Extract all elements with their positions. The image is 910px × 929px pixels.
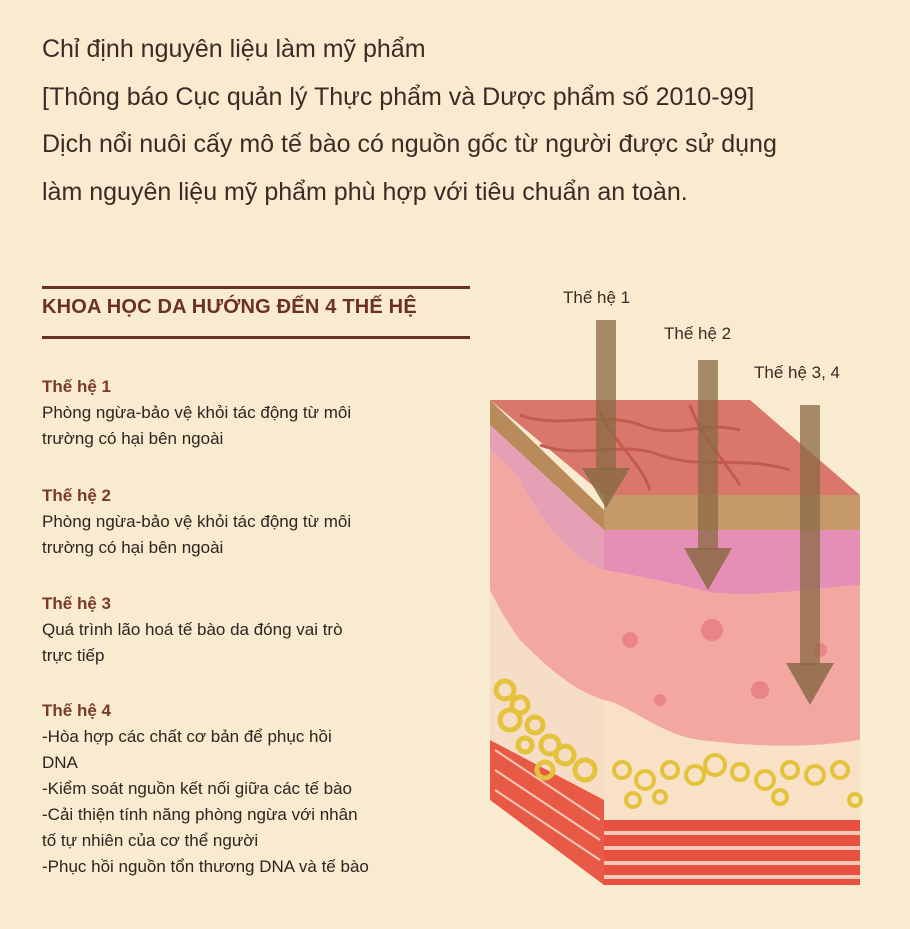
generation-title: Thế hệ 1 <box>42 377 111 396</box>
generation-line: trường có hại bên ngoài <box>42 429 224 448</box>
intro-line: [Thông báo Cục quản lý Thực phẩm và Dược phẩm số 2010-99] <box>42 82 755 111</box>
intro-text <box>42 26 882 216</box>
section-title: KHOA HỌC DA HƯỚNG ĐẾN 4 THẾ HỆ <box>42 296 417 318</box>
generation-line: tố tự nhiên của cơ thể người <box>42 831 259 850</box>
generation-line: DNA <box>42 753 78 772</box>
section-divider-top <box>42 286 470 289</box>
skin-layers-illustration <box>480 270 900 900</box>
intro-line: Dịch nổi nuôi cấy mô tế bào có nguồn gốc từ người được sử dụng <box>42 130 777 158</box>
arrow-label-gen1: Thế hệ 1 <box>563 288 631 307</box>
generation-4 <box>42 698 472 880</box>
intro-line: Chỉ định nguyên liệu làm mỹ phẩm <box>42 35 426 63</box>
generation-2 <box>42 483 472 561</box>
generation-description <box>42 509 472 561</box>
section-divider-bottom <box>42 336 470 339</box>
generation-title: Thế hệ 2 <box>42 486 111 505</box>
intro-line: làm nguyên liệu mỹ phẩm phù hợp với tiêu chuẩn an toàn. <box>42 177 688 206</box>
generation-3 <box>42 591 472 669</box>
generation-line: trực tiếp <box>42 646 105 665</box>
generation-line: -Kiểm soát nguồn kết nối giữa các tế bào <box>42 779 353 798</box>
generation-description <box>42 617 472 669</box>
generation-line: -Hòa hợp các chất cơ bản để phục hồi <box>42 727 332 746</box>
arrow-label-gen2: Thế hệ 2 <box>664 324 732 343</box>
generation-line: trường có hại bên ngoài <box>42 538 224 557</box>
generation-line: -Phục hồi nguồn tổn thương DNA và tế bào <box>42 857 369 876</box>
skin-front-face <box>604 495 861 885</box>
generation-line: Phòng ngừa-bảo vệ khỏi tác động từ môi <box>42 403 352 422</box>
generation-title: Thế hệ 3 <box>42 594 111 613</box>
generation-title: Thế hệ 4 <box>42 701 111 720</box>
generation-line: -Cải thiện tính năng phòng ngừa với nhân <box>42 805 358 824</box>
generation-line: Quá trình lão hoá tế bào da đóng vai trò <box>42 620 343 639</box>
arrow-label-gen34: Thế hệ 3, 4 <box>754 363 841 382</box>
generation-1 <box>42 374 472 452</box>
generation-description <box>42 400 472 452</box>
generation-line: Phòng ngừa-bảo vệ khỏi tác động từ môi <box>42 512 352 531</box>
generation-description <box>42 724 472 880</box>
